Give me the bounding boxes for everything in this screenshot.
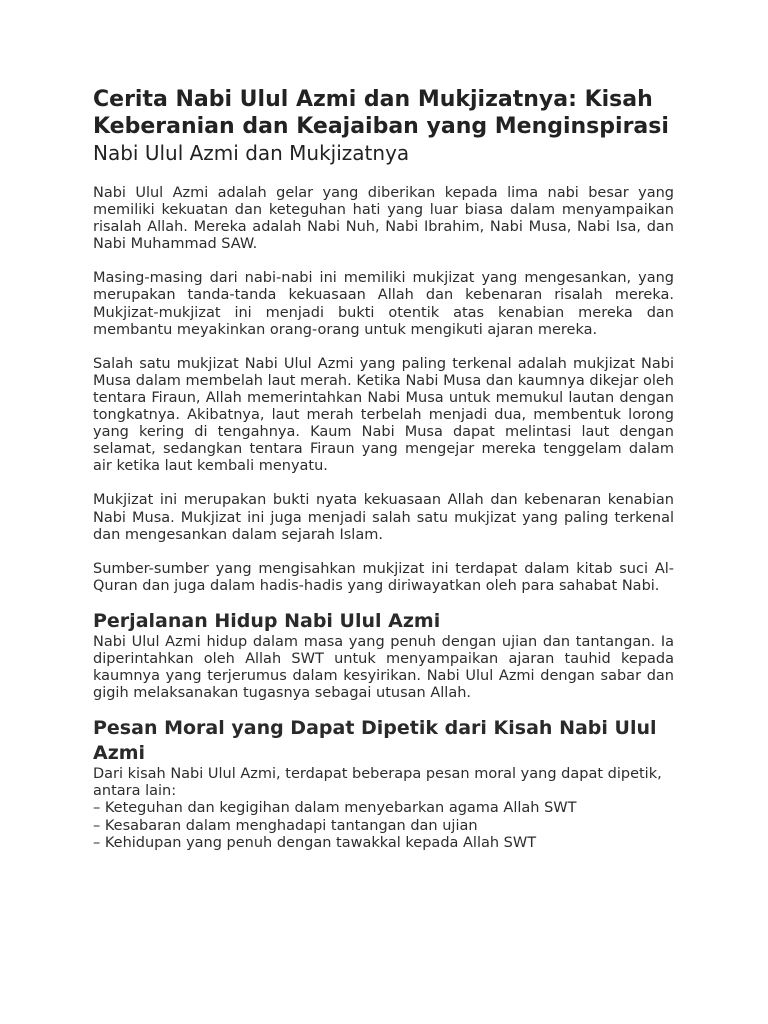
paragraph-journey: Nabi Ulul Azmi hidup dalam masa yang penuh dengan ujian dan tantangan. Ia diperintahkan oleh Allah SWT untuk menyampaikan ajaran tauhid kepada kaumnya yang terjerumus dalam kesyirikan. Nabi Ulul Azmi dengan sabar dan gigih melaksanakan tugasnya sebagai utusan Allah. — [93, 633, 674, 702]
section-heading-journey: Perjalanan Hidup Nabi Ulul Azmi — [93, 609, 441, 632]
paragraph-intro-2: Masing-masing dari nabi-nabi ini memiliki mukjizat yang mengesankan, yang merupakan tanda-tanda kekuasaan Allah dan kebenaran risalah mereka. Mukjizat-mukjizat ini menjadi bukti otentik atas kenabian mereka dan membantu meyakinkan orang-orang untuk mengikuti ajaran mereka. — [93, 270, 674, 338]
section-heading-intro: Nabi Ulul Azmi dan Mukjizatnya — [93, 141, 410, 165]
list-item: – Keteguhan dan kegigihan dalam menyebarkan agama Allah SWT — [93, 800, 674, 817]
paragraph-intro-1: Nabi Ulul Azmi adalah gelar yang diberikan kepada lima nabi besar yang memiliki kekuatan dan keteguhan hati yang luar biasa dalam menyampaikan risalah Allah. Mereka adalah Nabi Nuh, Nabi Ibrahim, Nabi Musa, Nabi Isa, dan Nabi Muhammad SAW. — [93, 185, 674, 253]
paragraph-intro-5: Sumber-sumber yang mengisahkan mukjizat ini terdapat dalam kitab suci Al-Quran dan juga dalam hadis-hadis yang diriwayatkan oleh para sahabat Nabi. — [93, 560, 674, 594]
paragraph-intro-4: Mukjizat ini merupakan bukti nyata kekuasaan Allah dan kebenaran kenabian Nabi Musa. Mukjizat ini juga menjadi salah satu mukjizat yang paling terkenal dan mengesankan dalam sejarah Islam. — [93, 492, 674, 543]
list-item: – Kesabaran dalam menghadapi tantangan dan ujian — [93, 818, 674, 835]
list-item: – Kehidupan yang penuh dengan tawakkal kepada Allah SWT — [93, 835, 674, 852]
paragraph-intro-3: Salah satu mukjizat Nabi Ulul Azmi yang paling terkenal adalah mukjizat Nabi Musa dalam membelah laut merah. Ketika Nabi Musa dan kaumnya dikejar oleh tentara Firaun, Allah memerintahkan Nabi Musa untuk memukul lautan dengan tongkatnya. Akibatnya, laut merah terbelah menjadi dua, membentuk lorong yang kering di tengahnya. Kaum Nabi Musa dapat melintasi laut dengan selamat, sedangkan tentara Firaun yang mengejar mereka tenggelam dalam air ketika laut kembali menyatu. — [93, 355, 674, 475]
document-title: Cerita Nabi Ulul Azmi dan Mukjizatnya: Kisah Keberanian dan Keajaiban yang Menginspirasi — [93, 87, 669, 139]
moral-list — [93, 800, 674, 851]
paragraph-moral-intro: Dari kisah Nabi Ulul Azmi, terdapat beberapa pesan moral yang dapat dipetik, antara lain: — [93, 766, 662, 800]
document-page — [93, 86, 674, 852]
section-heading-moral: Pesan Moral yang Dapat Dipetik dari Kisah Nabi Ulul Azmi — [93, 717, 657, 765]
